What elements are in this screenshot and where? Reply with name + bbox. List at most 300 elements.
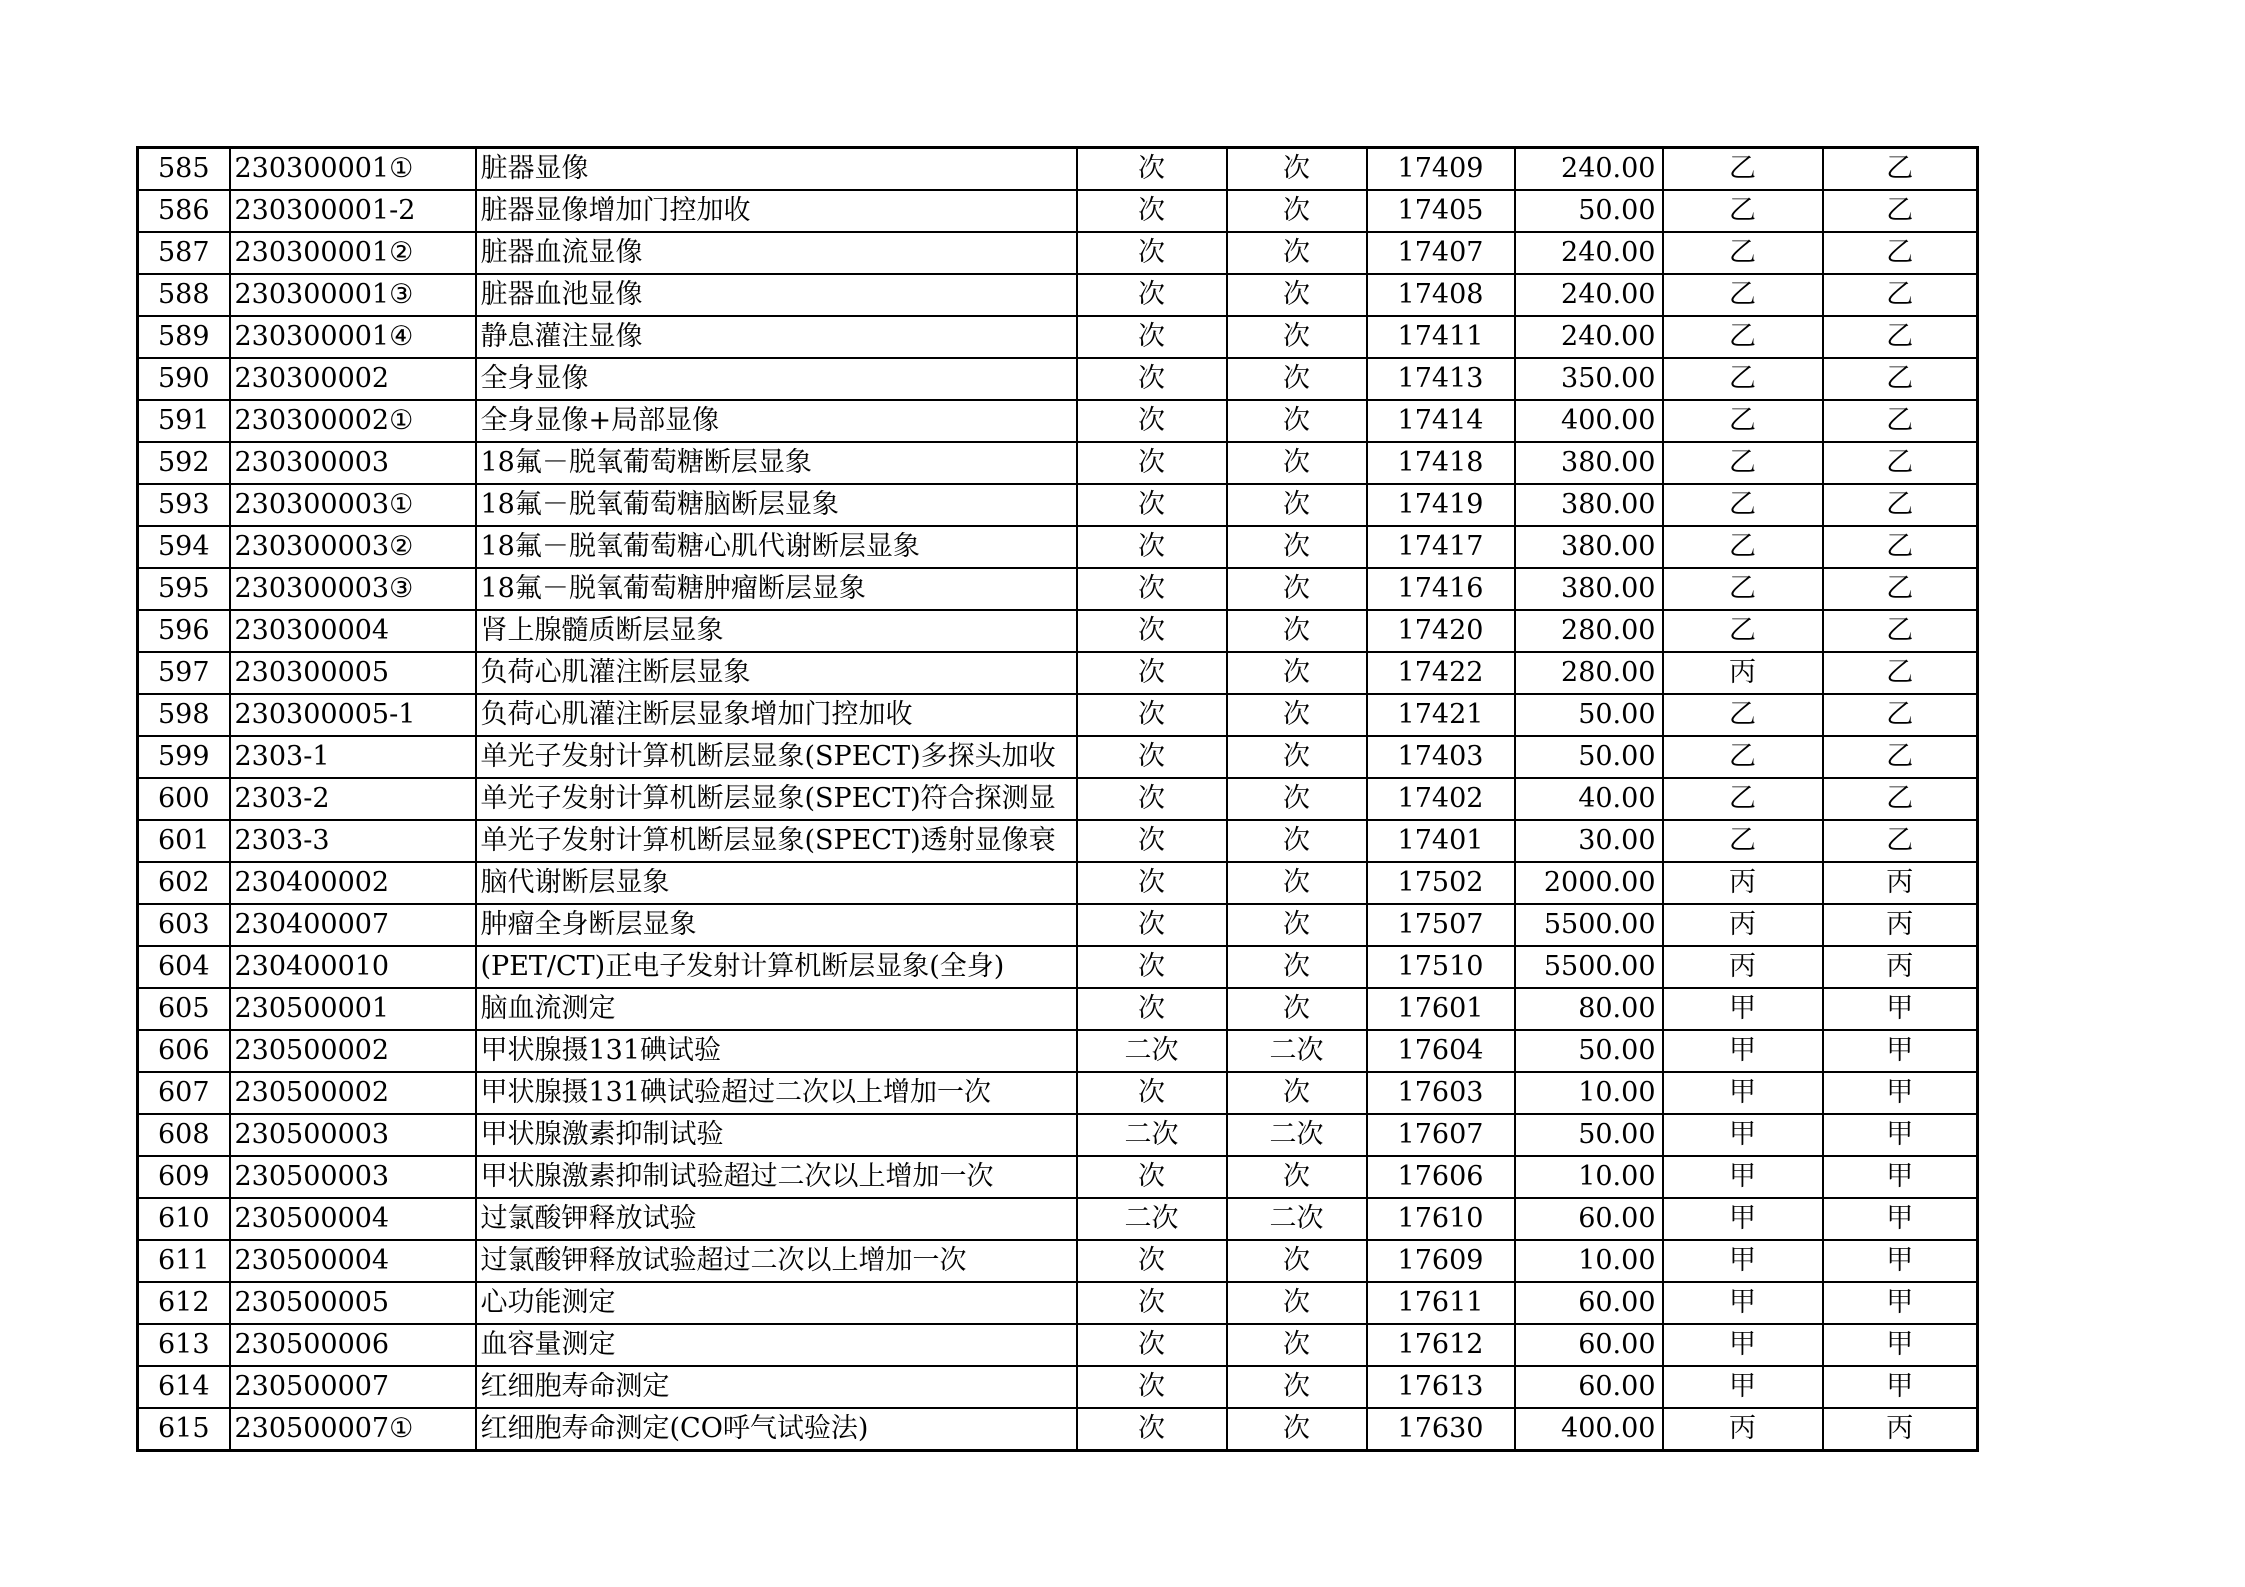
table-row [138,1240,1978,1282]
unit-cell: 次 [1077,736,1227,778]
unit-cell: 次 [1077,1408,1227,1451]
category-class-secondary-cell: 乙 [1823,736,1978,778]
unit-cell: 次 [1077,442,1227,484]
price-cell: 10.00 [1515,1240,1663,1282]
unit-secondary-cell: 次 [1227,1156,1367,1198]
table-row [138,442,1978,484]
unit-secondary-cell: 次 [1227,736,1367,778]
unit-cell: 次 [1077,652,1227,694]
category-class-cell: 甲 [1663,988,1823,1030]
category-class-secondary-cell: 甲 [1823,1324,1978,1366]
item-number-cell: 17601 [1367,988,1515,1030]
row-seq-cell: 607 [138,1072,230,1114]
category-class-secondary-cell: 甲 [1823,1030,1978,1072]
category-class-secondary-cell: 乙 [1823,820,1978,862]
row-seq-cell: 585 [138,148,230,191]
category-class-cell: 乙 [1663,358,1823,400]
table-row [138,862,1978,904]
table-row [138,1072,1978,1114]
table-row [138,400,1978,442]
category-class-cell: 丙 [1663,1408,1823,1451]
item-name-cell: 负荷心肌灌注断层显象 [476,652,1077,694]
category-class-secondary-cell: 乙 [1823,442,1978,484]
item-code-cell: 230500007 [230,1366,476,1408]
price-cell: 380.00 [1515,568,1663,610]
row-seq-cell: 606 [138,1030,230,1072]
price-cell: 280.00 [1515,652,1663,694]
row-seq-cell: 591 [138,400,230,442]
category-class-cell: 乙 [1663,568,1823,610]
unit-cell: 次 [1077,862,1227,904]
table-row [138,1324,1978,1366]
item-number-cell: 17502 [1367,862,1515,904]
table-row [138,1366,1978,1408]
item-name-cell: 脑血流测定 [476,988,1077,1030]
item-name-cell: 脏器显像增加门控加收 [476,190,1077,232]
item-name-cell: 心功能测定 [476,1282,1077,1324]
unit-cell: 次 [1077,820,1227,862]
unit-cell: 次 [1077,1156,1227,1198]
unit-cell: 次 [1077,1324,1227,1366]
item-number-cell: 17507 [1367,904,1515,946]
row-seq-cell: 605 [138,988,230,1030]
item-code-cell: 230400002 [230,862,476,904]
row-seq-cell: 588 [138,274,230,316]
item-name-cell: 甲状腺摄131碘试验超过二次以上增加一次 [476,1072,1077,1114]
item-number-cell: 17422 [1367,652,1515,694]
category-class-secondary-cell: 甲 [1823,1366,1978,1408]
category-class-secondary-cell: 乙 [1823,232,1978,274]
category-class-secondary-cell: 乙 [1823,568,1978,610]
category-class-secondary-cell: 丙 [1823,862,1978,904]
unit-secondary-cell: 次 [1227,190,1367,232]
item-code-cell: 230300003 [230,442,476,484]
item-number-cell: 17416 [1367,568,1515,610]
row-seq-cell: 590 [138,358,230,400]
row-seq-cell: 608 [138,1114,230,1156]
unit-secondary-cell: 次 [1227,1324,1367,1366]
item-code-cell: 230400007 [230,904,476,946]
item-code-cell: 230500001 [230,988,476,1030]
price-cell: 5500.00 [1515,904,1663,946]
category-class-secondary-cell: 甲 [1823,1240,1978,1282]
item-number-cell: 17411 [1367,316,1515,358]
category-class-cell: 丙 [1663,652,1823,694]
item-number-cell: 17405 [1367,190,1515,232]
category-class-secondary-cell: 丙 [1823,904,1978,946]
row-seq-cell: 601 [138,820,230,862]
price-cell: 280.00 [1515,610,1663,652]
item-code-cell: 230300002 [230,358,476,400]
category-class-secondary-cell: 甲 [1823,988,1978,1030]
row-seq-cell: 589 [138,316,230,358]
table-row [138,274,1978,316]
category-class-cell: 乙 [1663,736,1823,778]
price-cell: 2000.00 [1515,862,1663,904]
unit-secondary-cell: 次 [1227,820,1367,862]
item-code-cell: 2303-3 [230,820,476,862]
unit-secondary-cell: 二次 [1227,1114,1367,1156]
item-code-cell: 230300003② [230,526,476,568]
item-name-cell: 甲状腺激素抑制试验超过二次以上增加一次 [476,1156,1077,1198]
unit-secondary-cell: 次 [1227,1366,1367,1408]
price-cell: 380.00 [1515,484,1663,526]
item-code-cell: 230500003 [230,1156,476,1198]
unit-cell: 二次 [1077,1198,1227,1240]
category-class-cell: 乙 [1663,400,1823,442]
unit-secondary-cell: 次 [1227,1408,1367,1451]
unit-cell: 次 [1077,946,1227,988]
unit-cell: 次 [1077,400,1227,442]
category-class-secondary-cell: 乙 [1823,610,1978,652]
unit-secondary-cell: 次 [1227,988,1367,1030]
price-cell: 380.00 [1515,526,1663,568]
table-row [138,1030,1978,1072]
unit-secondary-cell: 次 [1227,694,1367,736]
row-seq-cell: 604 [138,946,230,988]
item-number-cell: 17606 [1367,1156,1515,1198]
table-row [138,1408,1978,1451]
item-name-cell: 脏器血流显像 [476,232,1077,274]
unit-secondary-cell: 次 [1227,946,1367,988]
row-seq-cell: 598 [138,694,230,736]
table-row [138,526,1978,568]
price-cell: 60.00 [1515,1324,1663,1366]
item-name-cell: 脏器显像 [476,148,1077,191]
price-cell: 10.00 [1515,1072,1663,1114]
row-seq-cell: 602 [138,862,230,904]
item-code-cell: 230500004 [230,1240,476,1282]
price-cell: 80.00 [1515,988,1663,1030]
item-code-cell: 230500003 [230,1114,476,1156]
unit-cell: 次 [1077,1366,1227,1408]
unit-secondary-cell: 次 [1227,778,1367,820]
table-row [138,316,1978,358]
category-class-secondary-cell: 甲 [1823,1198,1978,1240]
unit-cell: 次 [1077,610,1227,652]
item-number-cell: 17417 [1367,526,1515,568]
item-name-cell: 18氟－脱氧葡萄糖心肌代谢断层显象 [476,526,1077,568]
unit-cell: 次 [1077,358,1227,400]
category-class-secondary-cell: 乙 [1823,190,1978,232]
item-number-cell: 17403 [1367,736,1515,778]
item-number-cell: 17414 [1367,400,1515,442]
unit-secondary-cell: 次 [1227,358,1367,400]
item-name-cell: 单光子发射计算机断层显象(SPECT)多探头加收 [476,736,1077,778]
category-class-cell: 甲 [1663,1072,1823,1114]
item-name-cell: 静息灌注显像 [476,316,1077,358]
table-row [138,190,1978,232]
item-number-cell: 17408 [1367,274,1515,316]
unit-cell: 次 [1077,232,1227,274]
price-cell: 350.00 [1515,358,1663,400]
unit-secondary-cell: 二次 [1227,1030,1367,1072]
row-seq-cell: 613 [138,1324,230,1366]
item-number-cell: 17612 [1367,1324,1515,1366]
item-code-cell: 2303-2 [230,778,476,820]
item-number-cell: 17421 [1367,694,1515,736]
price-cell: 60.00 [1515,1282,1663,1324]
unit-secondary-cell: 次 [1227,274,1367,316]
price-cell: 240.00 [1515,232,1663,274]
item-number-cell: 17420 [1367,610,1515,652]
category-class-secondary-cell: 乙 [1823,484,1978,526]
unit-secondary-cell: 次 [1227,148,1367,191]
unit-cell: 次 [1077,274,1227,316]
item-name-cell: 脏器血池显像 [476,274,1077,316]
item-name-cell: 红细胞寿命测定 [476,1366,1077,1408]
row-seq-cell: 610 [138,1198,230,1240]
item-name-cell: 血容量测定 [476,1324,1077,1366]
unit-cell: 次 [1077,1072,1227,1114]
item-number-cell: 17409 [1367,148,1515,191]
category-class-secondary-cell: 丙 [1823,1408,1978,1451]
category-class-secondary-cell: 乙 [1823,526,1978,568]
row-seq-cell: 595 [138,568,230,610]
item-code-cell: 230300001③ [230,274,476,316]
unit-cell: 二次 [1077,1030,1227,1072]
table-row [138,820,1978,862]
table-row [138,694,1978,736]
category-class-cell: 乙 [1663,232,1823,274]
item-code-cell: 230500004 [230,1198,476,1240]
category-class-secondary-cell: 乙 [1823,148,1978,191]
unit-cell: 次 [1077,484,1227,526]
unit-cell: 次 [1077,1282,1227,1324]
table-row [138,1156,1978,1198]
unit-cell: 二次 [1077,1114,1227,1156]
unit-cell: 次 [1077,988,1227,1030]
price-cell: 10.00 [1515,1156,1663,1198]
item-name-cell: 负荷心肌灌注断层显象增加门控加收 [476,694,1077,736]
item-number-cell: 17611 [1367,1282,1515,1324]
unit-cell: 次 [1077,526,1227,568]
row-seq-cell: 603 [138,904,230,946]
table-row [138,568,1978,610]
price-cell: 400.00 [1515,1408,1663,1451]
unit-secondary-cell: 次 [1227,610,1367,652]
table-row [138,484,1978,526]
item-name-cell: 过氯酸钾释放试验 [476,1198,1077,1240]
category-class-cell: 甲 [1663,1156,1823,1198]
unit-cell: 次 [1077,316,1227,358]
item-code-cell: 230300003① [230,484,476,526]
item-code-cell: 230300003③ [230,568,476,610]
item-number-cell: 17402 [1367,778,1515,820]
item-code-cell: 230500005 [230,1282,476,1324]
category-class-secondary-cell: 乙 [1823,274,1978,316]
unit-secondary-cell: 次 [1227,442,1367,484]
unit-secondary-cell: 次 [1227,862,1367,904]
item-code-cell: 230400010 [230,946,476,988]
item-code-cell: 2303-1 [230,736,476,778]
item-name-cell: 甲状腺激素抑制试验 [476,1114,1077,1156]
category-class-cell: 乙 [1663,610,1823,652]
item-name-cell: 肿瘤全身断层显象 [476,904,1077,946]
item-number-cell: 17419 [1367,484,1515,526]
fee-schedule-table [136,146,1979,1452]
item-number-cell: 17610 [1367,1198,1515,1240]
category-class-cell: 丙 [1663,904,1823,946]
item-code-cell: 230300001① [230,148,476,191]
table-row [138,778,1978,820]
price-cell: 60.00 [1515,1198,1663,1240]
table-row [138,946,1978,988]
category-class-cell: 乙 [1663,820,1823,862]
category-class-cell: 丙 [1663,946,1823,988]
table-row [138,1114,1978,1156]
category-class-secondary-cell: 甲 [1823,1114,1978,1156]
price-cell: 240.00 [1515,148,1663,191]
table-row [138,988,1978,1030]
price-cell: 400.00 [1515,400,1663,442]
category-class-cell: 甲 [1663,1198,1823,1240]
item-name-cell: 脑代谢断层显象 [476,862,1077,904]
unit-secondary-cell: 次 [1227,904,1367,946]
row-seq-cell: 615 [138,1408,230,1451]
item-name-cell: 红细胞寿命测定(CO呼气试验法) [476,1408,1077,1451]
item-name-cell: 甲状腺摄131碘试验 [476,1030,1077,1072]
unit-cell: 次 [1077,904,1227,946]
item-code-cell: 230300005-1 [230,694,476,736]
category-class-secondary-cell: 乙 [1823,652,1978,694]
row-seq-cell: 593 [138,484,230,526]
unit-cell: 次 [1077,568,1227,610]
item-code-cell: 230300001② [230,232,476,274]
unit-secondary-cell: 次 [1227,1240,1367,1282]
unit-secondary-cell: 次 [1227,568,1367,610]
item-name-cell: 18氟－脱氧葡萄糖断层显象 [476,442,1077,484]
item-number-cell: 17510 [1367,946,1515,988]
unit-secondary-cell: 次 [1227,232,1367,274]
price-cell: 50.00 [1515,1114,1663,1156]
table-row [138,232,1978,274]
item-number-cell: 17604 [1367,1030,1515,1072]
item-name-cell: 过氯酸钾释放试验超过二次以上增加一次 [476,1240,1077,1282]
category-class-cell: 甲 [1663,1366,1823,1408]
table-row [138,610,1978,652]
unit-secondary-cell: 次 [1227,1282,1367,1324]
row-seq-cell: 609 [138,1156,230,1198]
item-name-cell: 18氟－脱氧葡萄糖肿瘤断层显象 [476,568,1077,610]
category-class-secondary-cell: 乙 [1823,358,1978,400]
item-name-cell: 单光子发射计算机断层显象(SPECT)透射显像衰 [476,820,1077,862]
row-seq-cell: 587 [138,232,230,274]
unit-cell: 次 [1077,190,1227,232]
price-cell: 50.00 [1515,190,1663,232]
row-seq-cell: 614 [138,1366,230,1408]
item-number-cell: 17401 [1367,820,1515,862]
row-seq-cell: 599 [138,736,230,778]
category-class-secondary-cell: 甲 [1823,1282,1978,1324]
category-class-secondary-cell: 乙 [1823,400,1978,442]
price-cell: 380.00 [1515,442,1663,484]
item-code-cell: 230300004 [230,610,476,652]
unit-cell: 次 [1077,148,1227,191]
row-seq-cell: 612 [138,1282,230,1324]
item-number-cell: 17418 [1367,442,1515,484]
unit-cell: 次 [1077,778,1227,820]
item-number-cell: 17609 [1367,1240,1515,1282]
item-code-cell: 230500002 [230,1030,476,1072]
item-name-cell: (PET/CT)正电子发射计算机断层显象(全身) [476,946,1077,988]
unit-secondary-cell: 次 [1227,316,1367,358]
item-code-cell: 230300001④ [230,316,476,358]
item-code-cell: 230300005 [230,652,476,694]
category-class-secondary-cell: 甲 [1823,1156,1978,1198]
row-seq-cell: 586 [138,190,230,232]
category-class-secondary-cell: 乙 [1823,316,1978,358]
unit-secondary-cell: 次 [1227,484,1367,526]
table-body [138,148,1978,1451]
table-row [138,1198,1978,1240]
price-cell: 60.00 [1515,1366,1663,1408]
table-row [138,358,1978,400]
category-class-secondary-cell: 甲 [1823,1072,1978,1114]
price-cell: 240.00 [1515,274,1663,316]
item-number-cell: 17407 [1367,232,1515,274]
table-row [138,736,1978,778]
category-class-secondary-cell: 丙 [1823,946,1978,988]
item-code-cell: 230500006 [230,1324,476,1366]
item-name-cell: 单光子发射计算机断层显象(SPECT)符合探测显 [476,778,1077,820]
price-cell: 50.00 [1515,694,1663,736]
unit-cell: 次 [1077,1240,1227,1282]
unit-secondary-cell: 次 [1227,1072,1367,1114]
category-class-cell: 乙 [1663,148,1823,191]
item-code-cell: 230500007① [230,1408,476,1451]
item-name-cell: 18氟－脱氧葡萄糖脑断层显象 [476,484,1077,526]
category-class-cell: 甲 [1663,1240,1823,1282]
price-cell: 240.00 [1515,316,1663,358]
item-name-cell: 全身显像 [476,358,1077,400]
category-class-cell: 甲 [1663,1324,1823,1366]
item-code-cell: 230300001-2 [230,190,476,232]
item-number-cell: 17607 [1367,1114,1515,1156]
item-number-cell: 17630 [1367,1408,1515,1451]
category-class-cell: 乙 [1663,484,1823,526]
category-class-cell: 乙 [1663,778,1823,820]
table-row [138,904,1978,946]
table-row [138,1282,1978,1324]
price-cell: 5500.00 [1515,946,1663,988]
table-row [138,148,1978,191]
category-class-secondary-cell: 乙 [1823,778,1978,820]
category-class-cell: 丙 [1663,862,1823,904]
category-class-cell: 甲 [1663,1030,1823,1072]
category-class-cell: 乙 [1663,442,1823,484]
item-number-cell: 17413 [1367,358,1515,400]
category-class-cell: 甲 [1663,1282,1823,1324]
category-class-cell: 乙 [1663,190,1823,232]
unit-secondary-cell: 次 [1227,400,1367,442]
category-class-cell: 乙 [1663,526,1823,568]
table-row [138,652,1978,694]
category-class-secondary-cell: 乙 [1823,694,1978,736]
item-code-cell: 230500002 [230,1072,476,1114]
row-seq-cell: 596 [138,610,230,652]
unit-secondary-cell: 次 [1227,526,1367,568]
category-class-cell: 乙 [1663,274,1823,316]
price-cell: 50.00 [1515,1030,1663,1072]
price-cell: 40.00 [1515,778,1663,820]
unit-cell: 次 [1077,694,1227,736]
item-number-cell: 17613 [1367,1366,1515,1408]
unit-secondary-cell: 次 [1227,652,1367,694]
item-code-cell: 230300002① [230,400,476,442]
category-class-cell: 乙 [1663,316,1823,358]
price-cell: 30.00 [1515,820,1663,862]
